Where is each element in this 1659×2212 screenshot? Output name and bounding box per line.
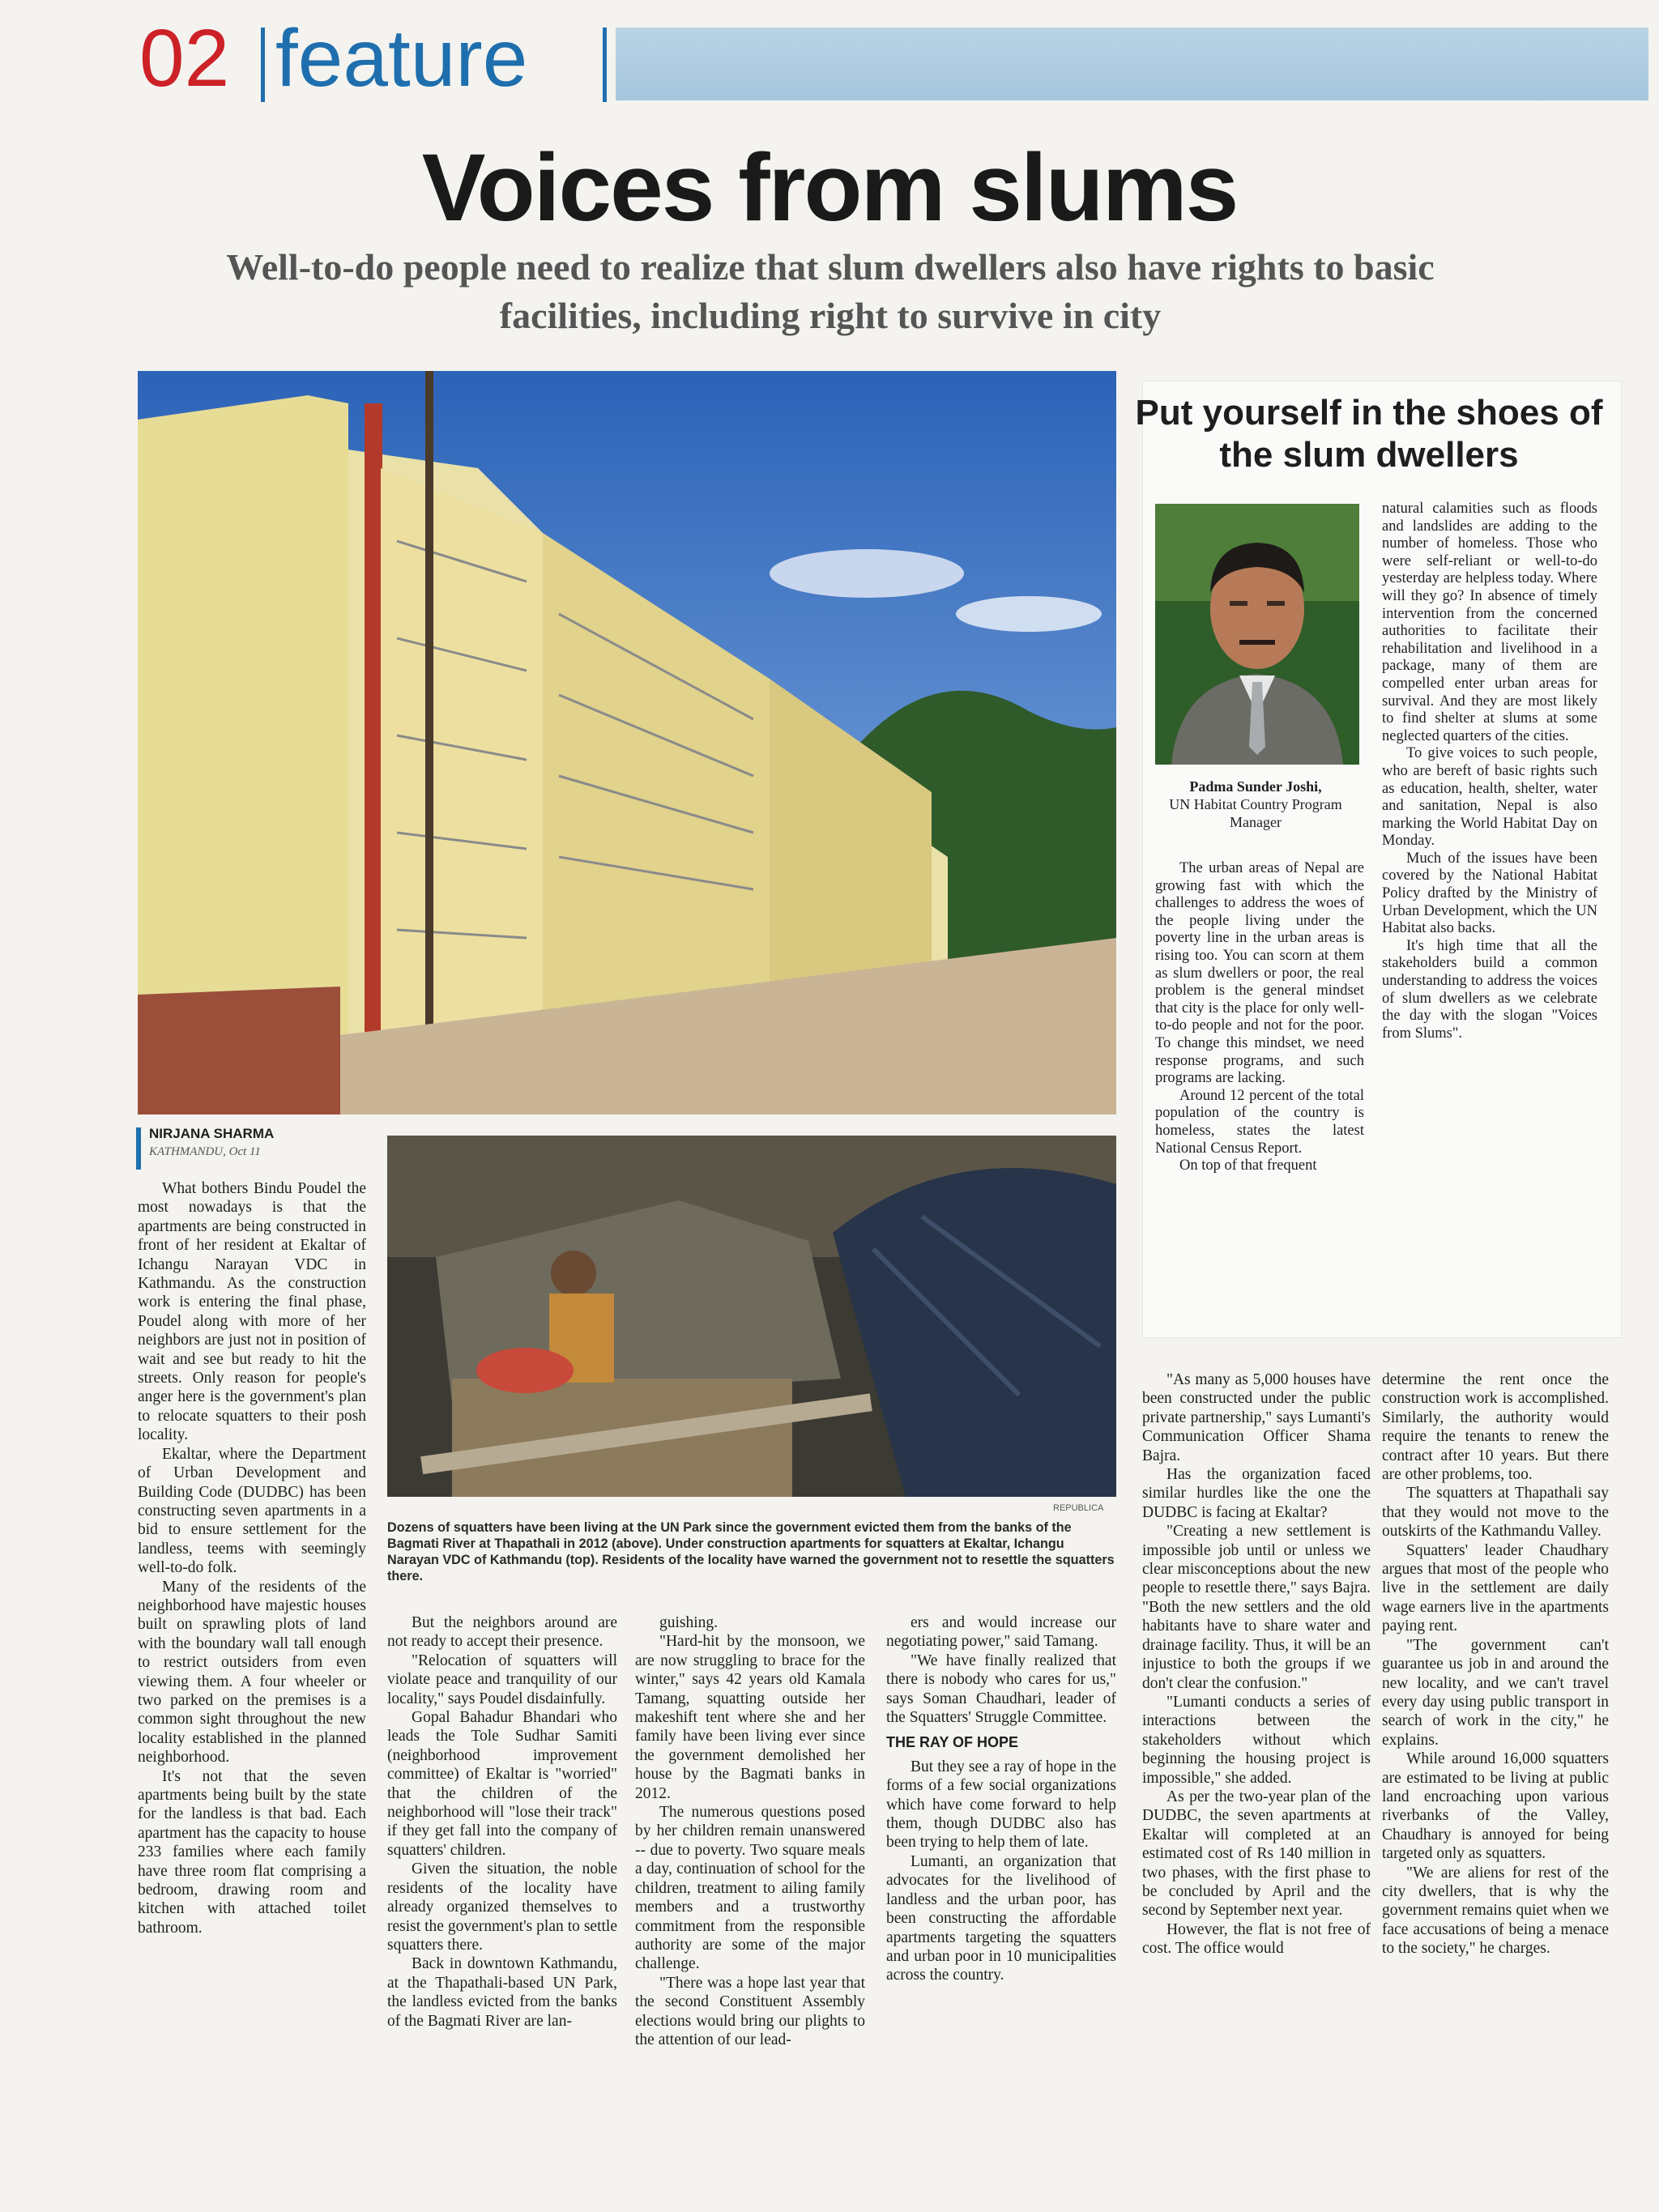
deck: Well-to-do people need to realize that slum dwellers also have rights to basic facilities, including right to survive in city: [226, 246, 1435, 336]
paragraph: Gopal Bahadur Bhandari who leads the Tole Sudhar Samiti (neighborhood improvement committee) of Ekaltar is "worried" that the children of the neighborhood will "lose their track" if they get fall into the company of squatters' children.: [387, 1709, 617, 1859]
masthead-band: [616, 28, 1648, 100]
headline: Voices from slums: [421, 134, 1238, 241]
paragraph: natural calamities such as floods and landslides are adding to the number of homeless. Those who were self-reliant or well-to-do yesterday are helpless today. Where will they go? In absence of timely intervention from the concerned authorities to facilitate their rehabilitation and livelihood in a package, many of them are compelled enter urban areas for survival. And they are most likely to find shelter at slums at some neglected quarters of the cities.: [1382, 501, 1597, 744]
paragraph: "Hard-hit by the monsoon, we are now struggling to brace for the winter," says 42 years old Kamala Tamang, squatting outside her makeshift tent where she and her family have been living ever since the government demolished her house by the Bagmati banks in 2012.: [635, 1633, 865, 1802]
dateline: KATHMANDU, Oct 11: [149, 1145, 261, 1158]
portrait-caption: [1150, 778, 1361, 831]
paragraph: Lumanti, an organization that advocates for the livelihood of landless and the urban poor, has been constructing the affordable apartments targeting the squatters and urban poor in 10 municipalities across the country.: [886, 1852, 1116, 1984]
subheading: THE RAY OF HOPE: [886, 1734, 1019, 1751]
story-column-4: [886, 1613, 1116, 1985]
paragraph: But the neighbors around are not ready to accept their presence.: [387, 1614, 617, 1651]
paragraph: The urban areas of Nepal are growing fast with which the challenges to address the woes of the people living under the poverty line in the urban areas is rising too. You can scorn at them as slum dwellers or poor, the real problem is the general mindset that city is the place for only well-to-do people and not for the poor. To change this mindset, we need response programs, and such programs are lacking.: [1155, 860, 1364, 1087]
paragraph: ers and would increase our negotiating power," said Tamang.: [886, 1614, 1116, 1651]
photo-caption: Dozens of squatters have been living at the UN Park since the government evicted them from the banks of the Bagmati River at Thapathali in 2012 (above). Under construction apartments for squatters at Ekaltar, Ichangu Narayan VDC of Kathmandu (top). Residents of the locality have warned the government not to resettle the squatters there.: [387, 1520, 1115, 1583]
story-column-6: [1382, 1370, 1609, 1958]
paragraph: "Creating a new settlement is impossible job until or unless we clear misconceptions about the new people to resettle there," says Bajra. "Both the new settlers and the old habitants have to share water and drainage facility. Thus, it will be an injustice to both the groups if we don't clear the confusion.": [1142, 1523, 1371, 1692]
paragraph: What bothers Bindu Poudel the most nowadays is that the apartments are being constructed in front of her resident at Ekaltar of Ichangu Narayan VDC in Kathmandu. As the construction work is entering the final phase, Poudel along with more of her neighbors are just not in position of wait and see but ready to hit the streets. Only reason for people's anger here is the government's plan to relocate squatters to their posh locality.: [138, 1180, 366, 1444]
story-column-1: [138, 1179, 366, 1937]
byline-bar: [136, 1127, 141, 1170]
paragraph: "There was a hope last year that the second Constituent Assembly elections would bring our plights to the attention of our lead-: [635, 1974, 865, 2048]
mug-title: UN Habitat Country Program Manager: [1169, 796, 1342, 830]
paragraph: "Relocation of squatters will violate peace and tranquility of our locality," says Poudel disdainfully.: [387, 1652, 617, 1707]
paragraph: Has the organization faced similar hurdles like the one the DUDBC is facing at Ekaltar?: [1142, 1466, 1371, 1521]
photo-credit: REPUBLICA: [1053, 1503, 1104, 1513]
paragraph: On top of that frequent: [1179, 1157, 1317, 1174]
apartment-photo: [138, 371, 1116, 1115]
mug-name: Padma Sunder Joshi,: [1189, 778, 1322, 795]
story-column-2: [387, 1613, 617, 2031]
paragraph: To give voices to such people, who are bereft of basic rights such as education, health, shelter, water and sanitation, Nepal is also marking the World Habitat Day on Monday.: [1382, 745, 1597, 850]
story-column-5: [1142, 1370, 1371, 1958]
paragraph: Ekaltar, where the Department of Urban Development and Building Code (DUDBC) has been constructing seven apartments in a bid to ensure settlement for the landless, teems with seemingly well-to-do folk.: [138, 1445, 366, 1577]
paragraph: "The government can't guarantee us job in and around the new locality, and we can't travel every day using public transport in search of work in the city," he explains.: [1382, 1636, 1609, 1749]
story-column-3: [635, 1613, 865, 2049]
squatter-tent-photo: [387, 1136, 1116, 1497]
paragraph: Much of the issues have been covered by the National Habitat Policy drafted by the Ministry of Urban Development, which the UN Habitat also backs.: [1382, 850, 1597, 937]
paragraph: guishing.: [659, 1614, 719, 1631]
paragraph: Many of the residents of the neighborhood have majestic houses built on sprawling plots of land with the boundary wall tall enough to restrict outsiders from even viewing them. A four wheeler or two parked on the premises is a common sight throughout the new locality established in the planned neighborhood.: [138, 1578, 366, 1767]
page-number: 02: [139, 13, 230, 104]
paragraph: While around 16,000 squatters are estimated to be living at public land encroaching upon various riverbanks of the Valley, Chaudhary is annoyed for being targeted only as squatters.: [1382, 1750, 1609, 1863]
paragraph: The squatters at Thapathali say that they would not move to the outskirts of the Kathmandu Valley.: [1382, 1485, 1609, 1541]
portrait-photo: [1155, 504, 1359, 765]
paragraph: As per the two-year plan of the DUDBC, the seven apartments at Ekaltar will completed at an estimated cost of Rs 140 million in two phases, with the first phase to be concluded by April and the second by September next year.: [1142, 1788, 1371, 1920]
paragraph: It's not that the seven apartments being built by the state for the landless is that bad. Each apartment has the capacity to house 233 families where each family have three room flat comprising a bedroom, drawing room and kitchen with attached toilet bathroom.: [138, 1767, 366, 1937]
paragraph: "We have finally realized that there is nobody who cares for us," says Soman Chaudhari, leader of the Squatters' Struggle Committee.: [886, 1652, 1116, 1727]
sidebar-column-right: [1382, 501, 1597, 1042]
masthead-divider: [261, 28, 265, 102]
masthead-divider-2: [603, 28, 607, 102]
paragraph: However, the flat is not free of cost. The office would: [1142, 1920, 1371, 1958]
paragraph: Squatters' leader Chaudhary argues that most of the people who live in the settlement are daily wage earners live in the apartments paying rent.: [1382, 1541, 1609, 1635]
paragraph: Around 12 percent of the total population of the country is homeless, states the latest National Census Report.: [1155, 1087, 1364, 1157]
paragraph: determine the rent once the construction work is accomplished. Similarly, the authority would require the tenants to renew the contract after 10 years. But there are other problems, too.: [1382, 1371, 1609, 1484]
paragraph: Back in downtown Kathmandu, at the Thapathali-based UN Park, the landless evicted from the banks of the Bagmati River are lan-: [387, 1955, 617, 2030]
paragraph: "Lumanti conducts a series of interactions between the stakeholders without which beginning the housing project is impossible," she added.: [1142, 1693, 1371, 1787]
paragraph: The numerous questions posed by her children remain unanswered -- due to poverty. Two square meals a day, continuation of school for the children, treatment to ailing family members and a trustworthy commitment from the responsible authority are some of the major challenge.: [635, 1804, 865, 1973]
sidebar-column-left: [1155, 860, 1364, 1175]
paragraph: It's high time that all the stakeholders build a common understanding to address the voices of slum dwellers as we celebrate the day with the slogan "Voices from Slums".: [1382, 937, 1597, 1042]
paragraph: But they see a ray of hope in the forms of a few social organizations which have come forward to help them, though DUDBC also has been trying to help them of late.: [886, 1758, 1116, 1852]
section-name: feature: [275, 13, 528, 104]
paragraph: "We are aliens for rest of the city dwellers, that is why the government remains quiet when we face accusations of being a menace to the society," he charges.: [1382, 1864, 1609, 1958]
sidebar-headline: Put yourself in the shoes of the slum dwellers: [1135, 393, 1603, 475]
byline-author: NIRJANA SHARMA: [149, 1126, 275, 1141]
paragraph: Given the situation, the noble residents of the locality have already organized themselves to resist the government's plan to settle squatters there.: [387, 1860, 617, 1954]
paragraph: "As many as 5,000 houses have been constructed under the public private partnership," says Lumanti's Communication Officer Shama Bajra.: [1142, 1371, 1371, 1464]
